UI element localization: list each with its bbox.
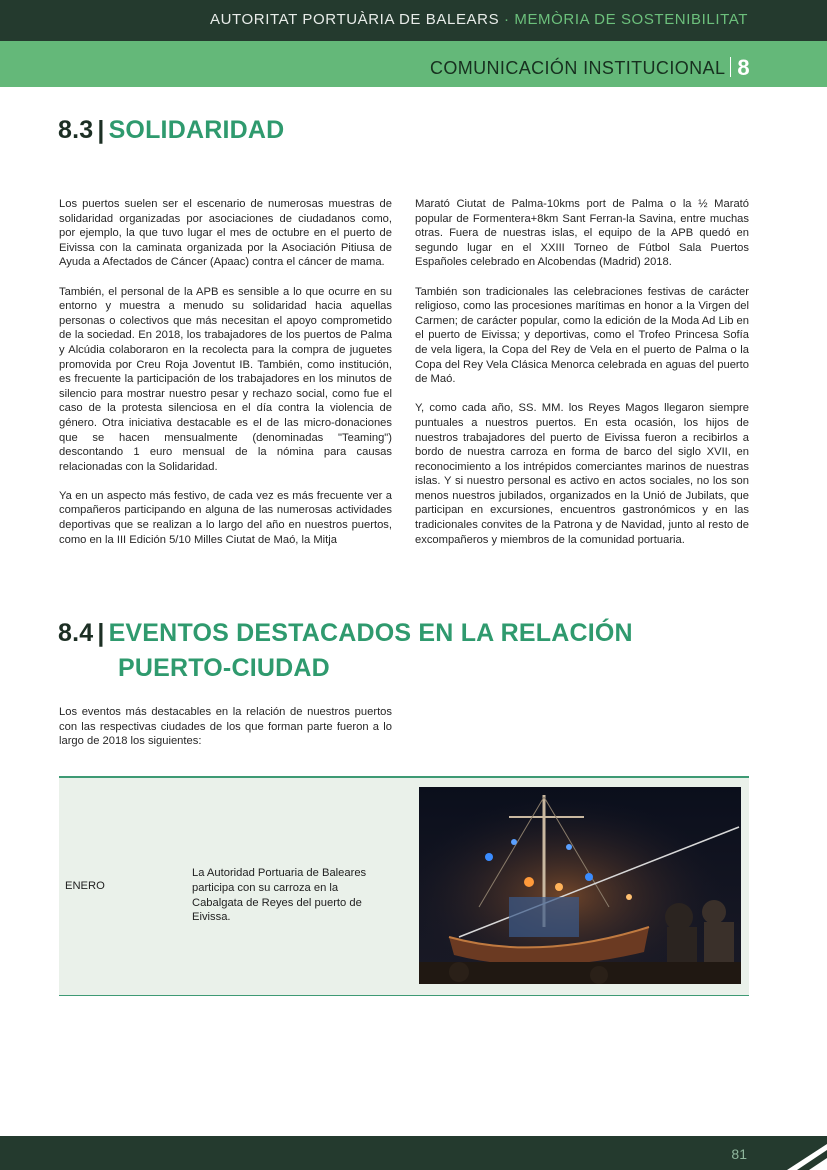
paragraph: Los puertos suelen ser el escenario de numerosas muestras de solidaridad organizadas por asociaciones de ciudadanos como, por ejemplo, la que tuvo lugar el mes de octubre en el puerto de Eivissa con la caminata organizada por la Asociación Pitiusa de Ayuda a Afectados de Cáncer (Apaac) contra el cáncer de mama. <box>59 198 392 269</box>
section-bar: | <box>97 116 105 144</box>
parade-float-photo <box>419 787 741 984</box>
chapter-title: COMUNICACIÓN INSTITUCIONAL <box>429 58 726 78</box>
paragraph: También, el personal de la APB es sensible a lo que ocurre en su entorno y muestra a menudo su solidaridad hacia aquellas personas o colectivos que más necesitan el apoyo comprometido de la sociedad. En 2018, los trabajadores de los puertos de Palma y Alcúdia colaboraron en la recolecta para la compra de juguetes promovida por Creu Roja Joventut IB. También, como institución, es frecuente la participación de los trabajadores en los minutos de silencio para mostrar nuestro pesar y rechazo social, como fue el caso de la protesta silenciosa en el día contra la violencia de género. Otra iniciativa destacable es el de las micro-donaciones que se hacen mensualmente (denominadas "Teaming") descontando 1 euro mensual de la nómina para causas relacionadas con la Solidaridad. <box>59 285 392 473</box>
chapter-heading <box>430 55 750 81</box>
events-intro <box>59 705 392 763</box>
paragraph: Los eventos más destacables en la relación de nuestros puertos con las respectivas ciudades de los que forman parte fueron a lo largo de 2018 los siguientes: <box>59 706 392 748</box>
events-table-row <box>59 776 749 996</box>
section-bar: | <box>97 619 105 647</box>
page-footer <box>0 1136 827 1170</box>
paragraph: Y, como cada año, SS. MM. los Reyes Magos llegaron siempre puntuales a nuestros puertos. En esta ocasión, los hijos de nuestros trabajadores del puerto de Eivissa fueron a recibirlos a bordo de nuestra carroza en forma de barco del siglo XVII, en reconocimiento a los intrépidos comerciantes marinos de nuestras islas. Y si nuestro personal es activo en actos sociales, no los son menos nuestros jubilados, organizados en la Unió de Jubilats, que participan en excursiones, encuentros gastronómicos y en las tradicionales convites de la Patrona y de Navidad, junto al resto de excompañeros y miembros de la comunidad portuaria. <box>415 402 749 546</box>
chapter-number: 8 <box>737 55 750 80</box>
section-heading-8-4 <box>58 619 633 683</box>
left-text-column <box>59 197 392 562</box>
section-title: SOLIDARIDAD <box>108 116 285 144</box>
right-text-column <box>415 197 749 562</box>
paragraph: También son tradicionales las celebraciones festivas de carácter religioso, como las procesiones marítimas en honor a la Virgen del Carmen; de carácter popular, como la edición de la Moda Ad Lib en el puerto de Eivissa; y deportivas, como el Trofeo Princesa Sofía de vela ligera, la Copa del Rey de Vela en el puerto de Palma o la Copa del Rey Vela Clásica Menorca celebrada en aguas del puerto de Maó. <box>415 285 749 386</box>
paragraph: Ya en un aspecto más festivo, de cada vez es más frecuente ver a compañeros participando en alguna de las numerosas actividades deportivas que se realizan a lo largo del año en nuestros puertos, como en la III Edición 5/10 Milles Ciutat de Maó, la Mitja <box>59 489 392 546</box>
chapter-divider <box>730 57 731 77</box>
section-title-line1: EVENTOS DESTACADOS EN LA RELACIÓN <box>108 619 633 647</box>
event-month: ENERO <box>65 880 105 892</box>
section-number: 8.3 <box>58 116 94 144</box>
header-separator: · <box>499 11 515 28</box>
top-header-bar <box>0 0 827 41</box>
event-description: La Autoridad Portuaria de Baleares participa con su carroza en la Cabalgata de Reyes del puerto de Eivissa. <box>192 867 367 924</box>
footer-stripe-decoration <box>747 1136 827 1170</box>
chapter-bar <box>0 41 827 87</box>
section-title-line2: PUERTO-CIUDAD <box>118 654 330 682</box>
section-heading-8-3 <box>58 116 284 145</box>
header-title <box>210 11 748 28</box>
section-number: 8.4 <box>58 619 94 647</box>
org-name: AUTORITAT PORTUÀRIA DE BALEARS <box>210 11 500 28</box>
page-number: 81 <box>731 1146 747 1162</box>
report-name: MEMÒRIA DE SOSTENIBILITAT <box>514 11 748 28</box>
paragraph: Marató Ciutat de Palma-10kms port de Palma o la ½ Marató popular de Formentera+8km Sant Ferran-la Savina, entre muchas otras. Fuera de nuestras islas, el equipo de la APB quedó en segundo lugar en el XXIII Torneo de Fútbol Sala Puertos Españoles celebrado en Alcobendas (Madrid) 2018. <box>415 198 749 269</box>
